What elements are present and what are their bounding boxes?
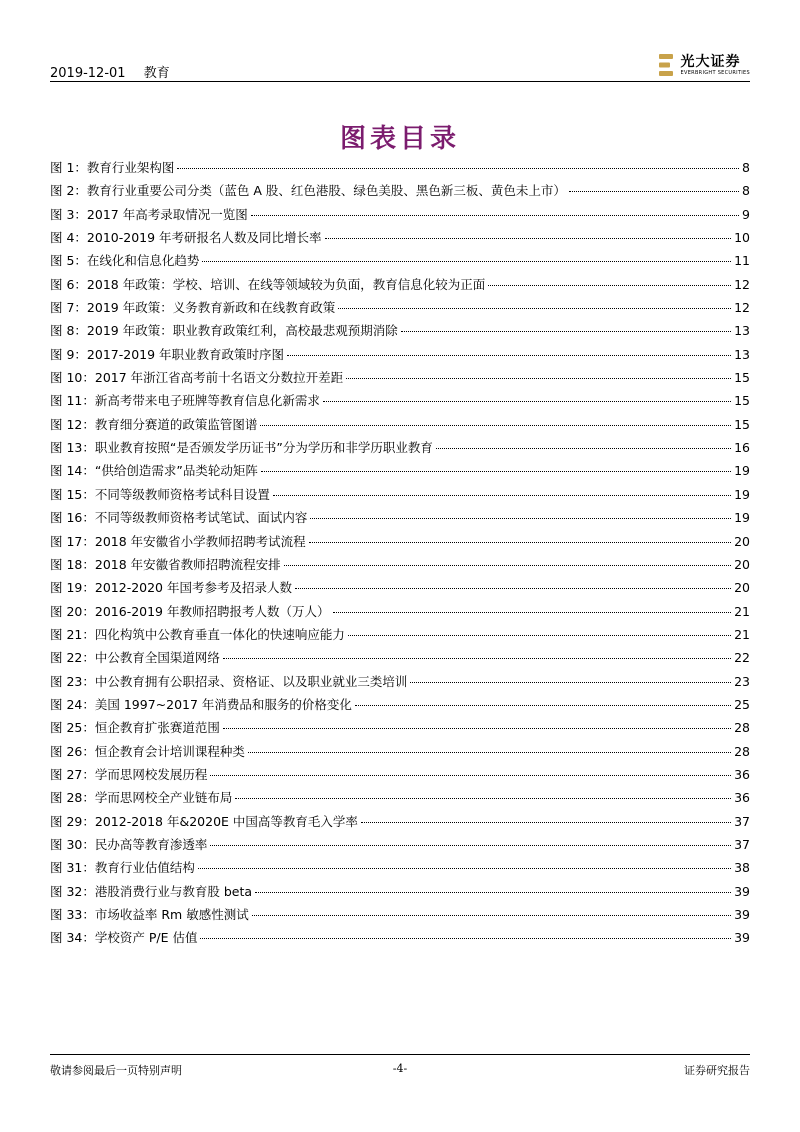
toc-entry-label[interactable]: 图 27：学而思网校发展历程: [50, 766, 208, 782]
toc-dot-leader: [436, 448, 731, 449]
toc-entry-label[interactable]: 图 32：港股消费行业与教育股 beta: [50, 883, 253, 899]
toc-entry-label[interactable]: 图 7：2019 年政策：义务教育新政和在线教育政策: [50, 300, 336, 316]
toc-dot-leader: [488, 285, 731, 286]
toc-dot-leader: [348, 635, 731, 636]
toc-entry-label[interactable]: 图 2：教育行业重要公司分类（蓝色 A 股、红色港股、绿色美股、黑色新三板、黄色未上市）: [50, 183, 566, 199]
page-number: -4-: [392, 1062, 408, 1075]
toc-entry-page[interactable]: 23: [734, 673, 750, 689]
toc-entry-label[interactable]: 图 4：2010-2019 年考研报名人数及同比增长率: [50, 230, 322, 246]
toc-entry[interactable]: [50, 905, 750, 928]
toc-entry[interactable]: [50, 835, 750, 858]
toc-entry-label[interactable]: 图 25：恒企教育扩张赛道范围: [50, 720, 220, 736]
toc-entry[interactable]: [50, 555, 750, 578]
toc-entry[interactable]: [50, 812, 750, 835]
toc-entry[interactable]: [50, 368, 750, 391]
toc-entry-page[interactable]: 36: [734, 790, 750, 806]
toc-entry-page[interactable]: 20: [734, 556, 750, 572]
toc-entry-label[interactable]: 图 24：美国 1997~2017 年消费品和服务的价格变化: [50, 696, 352, 712]
toc-entry-label[interactable]: 图 11：新高考带来电子班牌等教育信息化新需求: [50, 393, 320, 409]
toc-entry-page[interactable]: 36: [734, 766, 750, 782]
toc-entry-page[interactable]: 12: [734, 300, 750, 316]
toc-entry[interactable]: [50, 298, 750, 321]
company-logo: [657, 52, 750, 78]
toc-entry-label[interactable]: 图 3：2017 年高考录取情况一览图: [50, 206, 248, 222]
toc-entry-page[interactable]: 13: [734, 346, 750, 362]
toc-dot-leader: [284, 565, 731, 566]
toc-entry-page[interactable]: 12: [734, 276, 750, 292]
toc-dot-leader: [569, 191, 739, 192]
toc-dot-leader: [325, 238, 732, 239]
toc-entry-page[interactable]: 20: [734, 533, 750, 549]
toc-entry-page[interactable]: 8: [742, 183, 750, 199]
toc-entry[interactable]: [50, 578, 750, 601]
toc-entry[interactable]: [50, 625, 750, 648]
toc-dot-leader: [261, 471, 731, 472]
toc-entry-page[interactable]: 10: [734, 230, 750, 246]
report-topic: 教育: [143, 66, 170, 81]
header-divider: [50, 81, 750, 82]
toc-entry[interactable]: [50, 415, 750, 438]
report-date: 2019-12-01: [50, 66, 126, 81]
footer-report-type: 证券研究报告: [684, 1064, 750, 1077]
toc-entry-label[interactable]: 图 28：学而思网校全产业链布局: [50, 790, 233, 806]
toc-entry-page[interactable]: 25: [734, 696, 750, 712]
toc-entry-label[interactable]: 图 20：2016-2019 年教师招聘报考人数（万人）: [50, 603, 330, 619]
everbright-logo-icon: [657, 52, 677, 78]
toc-dot-leader: [273, 495, 731, 496]
page-header: [50, 52, 750, 82]
toc-entry[interactable]: [50, 858, 750, 881]
toc-entry[interactable]: [50, 742, 750, 765]
toc-entry-label[interactable]: 图 34：学校资产 P/E 估值: [50, 930, 198, 946]
toc-entry-label[interactable]: 图 14：“供给创造需求”品类轮动矩阵: [50, 463, 258, 479]
toc-dot-leader: [323, 401, 731, 402]
toc-dot-leader: [310, 518, 731, 519]
toc-dot-leader: [333, 612, 732, 613]
toc-entry-label[interactable]: 图 9：2017-2019 年职业教育政策时序图: [50, 346, 285, 362]
toc-entry-label[interactable]: 图 17：2018 年安徽省小学教师招聘考试流程: [50, 533, 306, 549]
toc-entry[interactable]: [50, 672, 750, 695]
toc-dot-leader: [346, 378, 731, 379]
toc-entry-label[interactable]: 图 22：中公教育全国渠道网络: [50, 650, 220, 666]
toc-entry[interactable]: [50, 438, 750, 461]
toc-entry-page[interactable]: 38: [734, 860, 750, 876]
toc-entry-page[interactable]: 21: [734, 603, 750, 619]
toc-entry-page[interactable]: 11: [734, 253, 750, 269]
toc-dot-leader: [252, 915, 731, 916]
footer-disclaimer: 敬请参阅最后一页特别声明: [50, 1064, 182, 1077]
toc-entry-page[interactable]: 8: [742, 160, 750, 175]
toc-entry[interactable]: [50, 532, 750, 555]
toc-dot-leader: [223, 658, 731, 659]
toc-entry[interactable]: [50, 205, 750, 228]
toc-entry-page[interactable]: 37: [734, 836, 750, 852]
toc-entry-label[interactable]: 图 33：市场收益率 Rm 敏感性测试: [50, 907, 249, 922]
toc-entry-label[interactable]: 图 13：职业教育按照“是否颁发学历证书”分为学历和非学历职业教育: [50, 440, 433, 456]
toc-dot-leader: [223, 728, 731, 729]
toc-entry-label[interactable]: 图 12：教育细分赛道的政策监管图谱: [50, 416, 258, 432]
toc-entry[interactable]: [50, 321, 750, 344]
toc-entry-label[interactable]: 图 29：2012-2018 年&2020E 中国高等教育毛入学率: [50, 813, 358, 829]
toc-entry[interactable]: [50, 391, 750, 414]
toc-entry-label[interactable]: 图 16：不同等级教师资格考试笔试、面试内容: [50, 510, 308, 526]
toc-dot-leader: [287, 355, 731, 356]
toc-dot-leader: [295, 588, 731, 589]
toc-dot-leader: [410, 682, 731, 683]
toc-entry[interactable]: [50, 181, 750, 204]
toc-dot-leader: [361, 822, 731, 823]
toc-entry-page[interactable]: 21: [734, 626, 750, 642]
toc-dot-leader: [260, 425, 731, 426]
toc-entry-page[interactable]: 16: [734, 440, 750, 456]
toc-entry-page[interactable]: 15: [734, 393, 750, 409]
toc-entry-page[interactable]: 28: [734, 743, 750, 759]
toc-entry-page[interactable]: 13: [734, 323, 750, 339]
toc-dot-leader: [210, 845, 731, 846]
toc-entry[interactable]: [50, 251, 750, 274]
toc-entry-label[interactable]: 图 1：教育行业架构图: [50, 160, 175, 175]
toc-entry-label[interactable]: 图 10：2017 年浙江省高考前十名语文分数拉开差距: [50, 370, 344, 386]
toc-dot-leader: [251, 215, 739, 216]
page-title: 图表目录: [339, 124, 460, 154]
toc-entry[interactable]: [50, 788, 750, 811]
toc-dot-leader: [177, 168, 739, 169]
toc-entry[interactable]: [50, 461, 750, 484]
toc-entry-label[interactable]: 图 26：恒企教育会计培训课程种类: [50, 743, 245, 759]
toc-dot-leader: [309, 542, 731, 543]
toc-entry[interactable]: [50, 928, 750, 951]
toc-entry[interactable]: [50, 602, 750, 625]
footer-divider: [50, 1054, 750, 1055]
toc-entry-label[interactable]: 图 30：民办高等教育渗透率: [50, 836, 208, 852]
toc-entry[interactable]: [50, 695, 750, 718]
header-meta: [50, 62, 170, 81]
toc-dot-leader: [235, 798, 731, 799]
toc-entry-page[interactable]: 39: [734, 883, 750, 899]
toc-dot-leader: [198, 868, 731, 869]
figure-toc-list: [50, 158, 750, 952]
toc-entry-label[interactable]: 图 6：2018 年政策：学校、培训、在线等领域较为负面，教育信息化较为正面: [50, 276, 486, 292]
toc-entry-page[interactable]: 15: [734, 370, 750, 386]
toc-dot-leader: [255, 892, 731, 893]
toc-entry-label[interactable]: 图 5：在线化和信息化趋势: [50, 253, 200, 269]
toc-entry-page[interactable]: 39: [734, 907, 750, 922]
toc-entry-label[interactable]: 图 15：不同等级教师资格考试科目设置: [50, 486, 270, 502]
toc-entry-page[interactable]: 19: [734, 486, 750, 502]
toc-dot-leader: [210, 775, 731, 776]
toc-entry-page[interactable]: 19: [734, 463, 750, 479]
toc-dot-leader: [355, 705, 731, 706]
toc-entry[interactable]: [50, 275, 750, 298]
toc-entry-page[interactable]: 9: [742, 206, 750, 222]
toc-entry-label[interactable]: 图 23：中公教育拥有公职招录、资格证、以及职业就业三类培训: [50, 673, 408, 689]
toc-entry[interactable]: [50, 765, 750, 788]
toc-entry-label[interactable]: 图 21：四化构筑中公教育垂直一体化的快速响应能力: [50, 626, 345, 642]
toc-dot-leader: [200, 938, 731, 939]
toc-entry[interactable]: [50, 158, 750, 181]
logo-name-cn: 光大证券: [680, 53, 741, 70]
toc-entry-label[interactable]: 图 8：2019 年政策：职业教育政策红利，高校最悲观预期消除: [50, 323, 398, 339]
toc-entry-page[interactable]: 15: [734, 416, 750, 432]
toc-entry-label[interactable]: 图 18：2018 年安徽省教师招聘流程安排: [50, 556, 281, 572]
toc-entry-page[interactable]: 37: [734, 813, 750, 829]
toc-entry[interactable]: [50, 228, 750, 251]
toc-entry[interactable]: [50, 718, 750, 741]
toc-entry[interactable]: [50, 882, 750, 905]
toc-entry[interactable]: [50, 508, 750, 531]
logo-name-en: EVERBRIGHT SECURITIES: [680, 69, 750, 76]
toc-entry-page[interactable]: 20: [734, 580, 750, 596]
toc-entry-label[interactable]: 图 19：2012-2020 年国考参考及招录人数: [50, 580, 292, 596]
toc-entry[interactable]: [50, 485, 750, 508]
toc-dot-leader: [202, 261, 731, 262]
toc-dot-leader: [338, 308, 731, 309]
toc-entry[interactable]: [50, 648, 750, 671]
toc-entry-page[interactable]: 22: [734, 650, 750, 666]
toc-dot-leader: [248, 752, 731, 753]
toc-entry[interactable]: [50, 345, 750, 368]
toc-entry-page[interactable]: 39: [734, 930, 750, 946]
toc-entry-page[interactable]: 19: [734, 510, 750, 526]
toc-entry-label[interactable]: 图 31：教育行业估值结构: [50, 860, 195, 876]
toc-dot-leader: [401, 331, 731, 332]
toc-entry-page[interactable]: 28: [734, 720, 750, 736]
